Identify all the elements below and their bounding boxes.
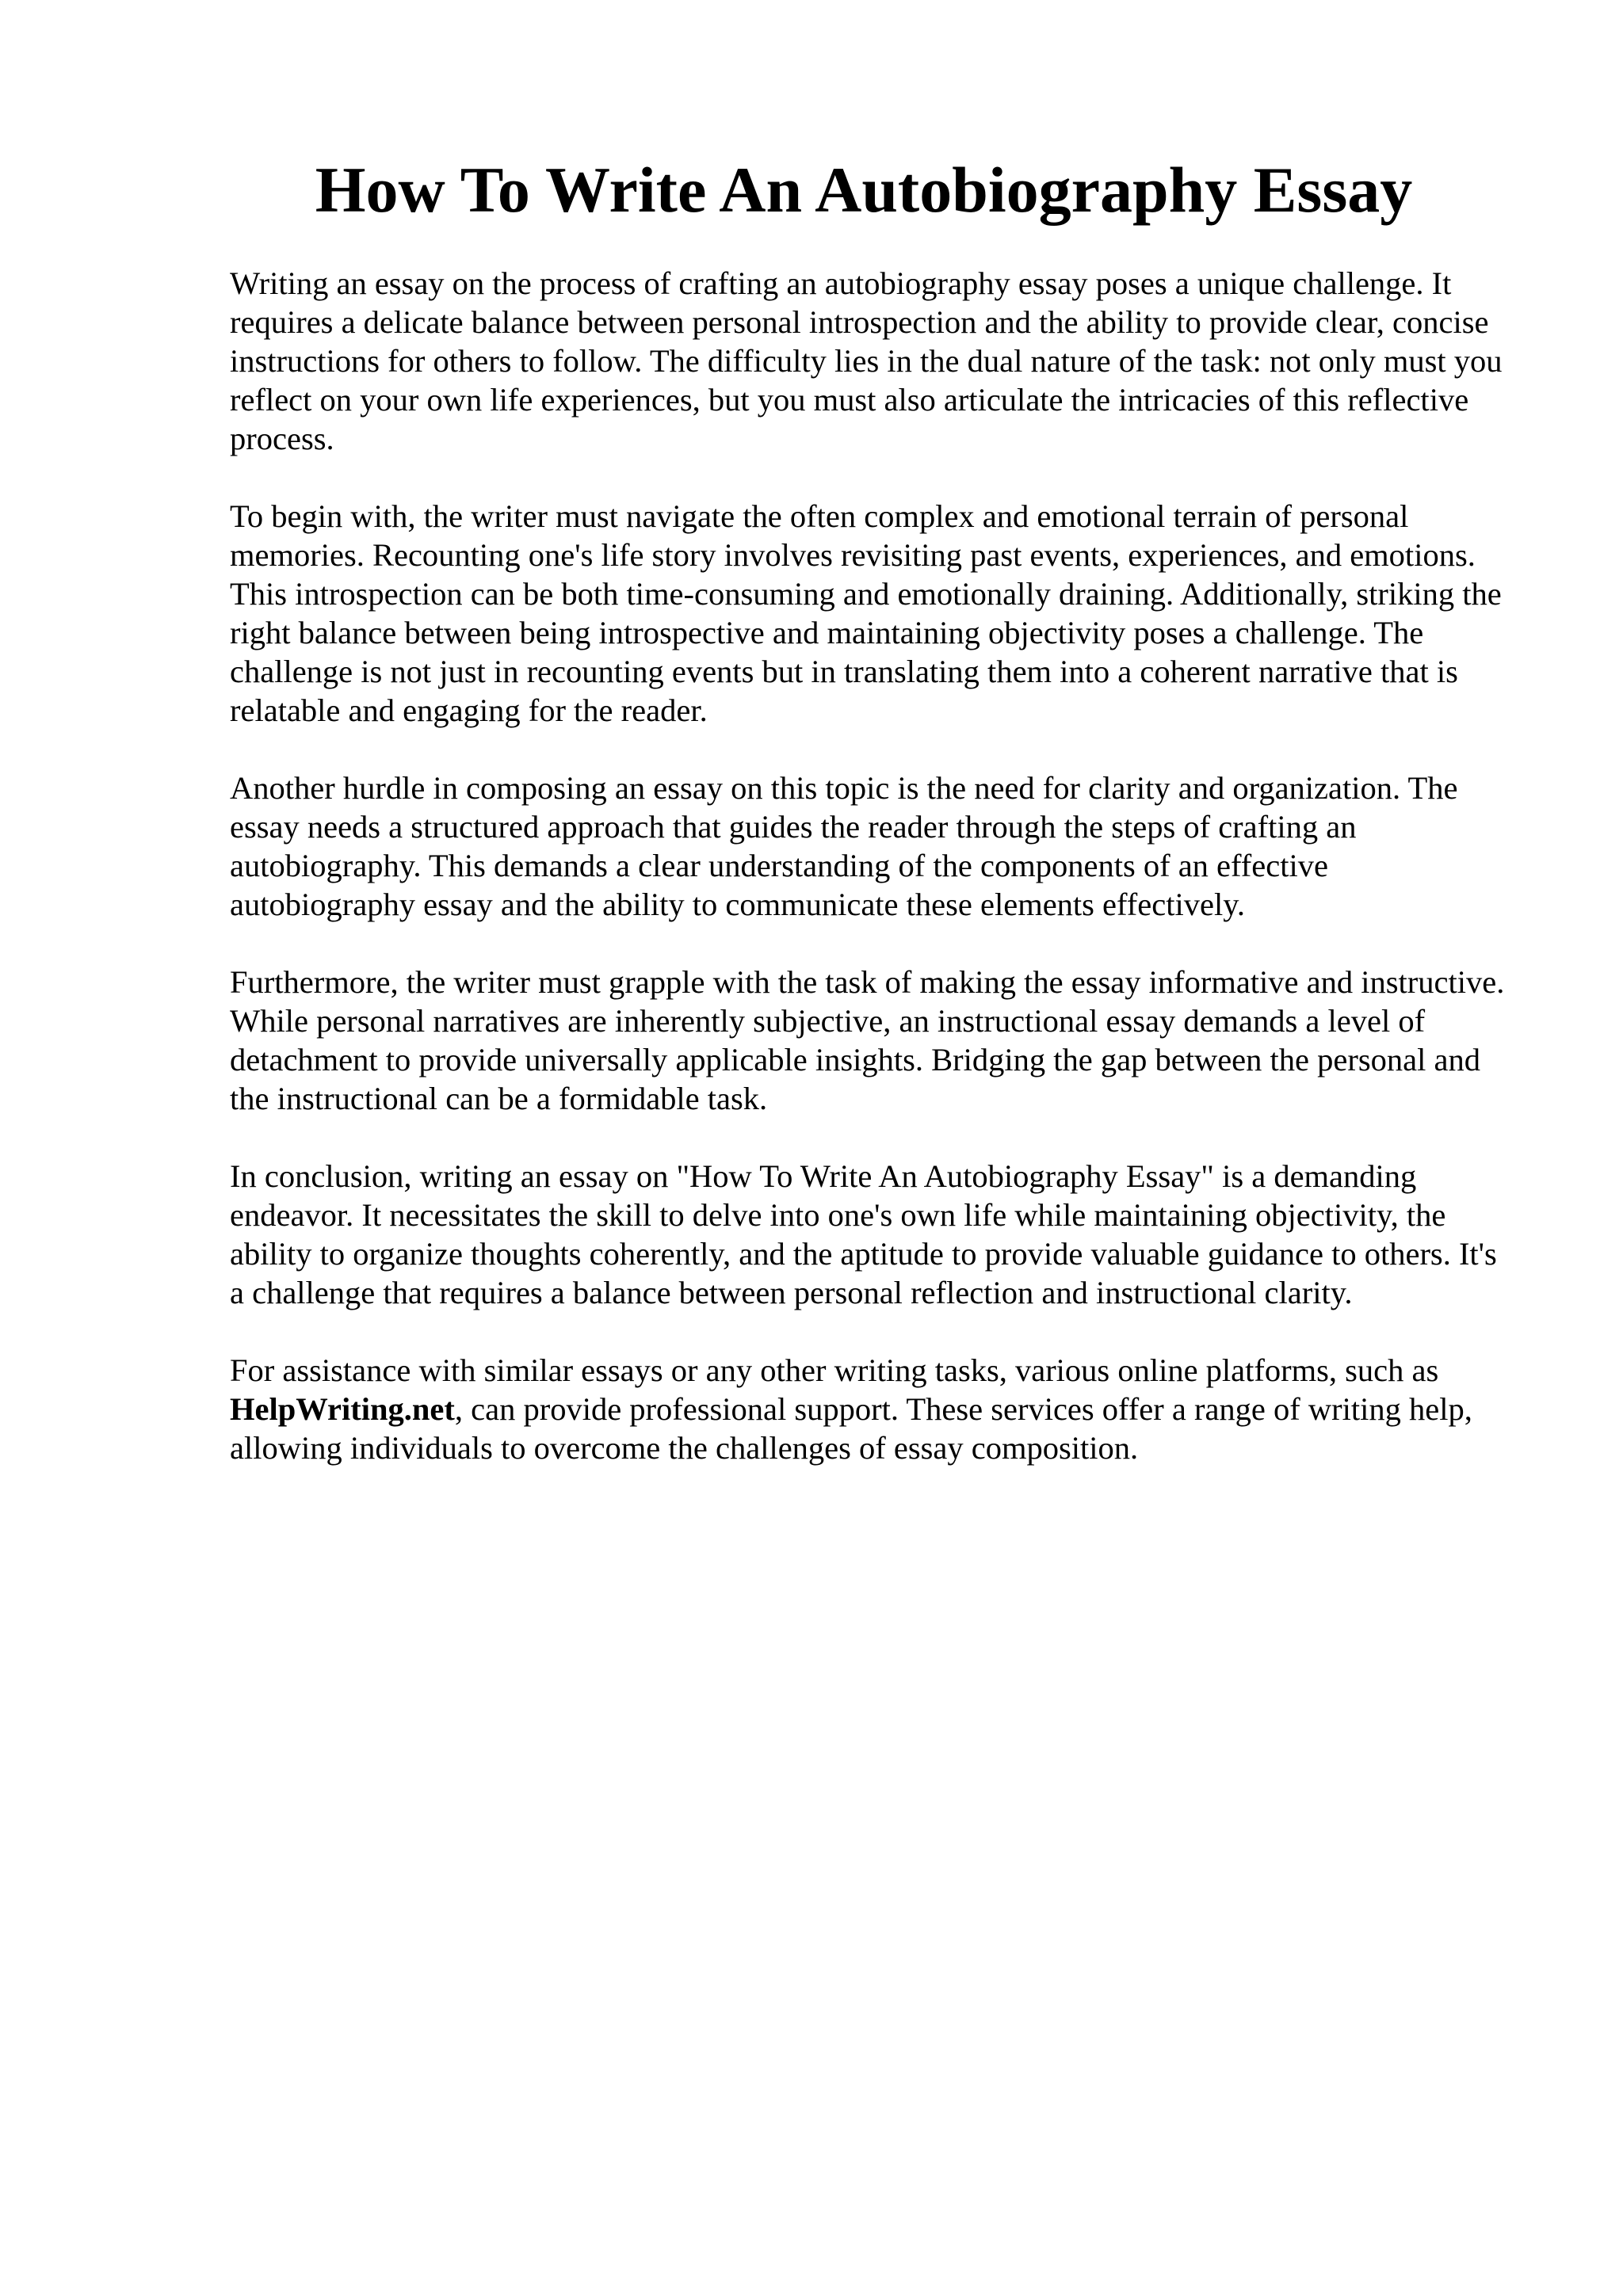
paragraph-conclusion: In conclusion, writing an essay on "How To Write An Autobiography Essay" is a demanding endeavor. It necessitates the skill to delve into one's own life while maintaining objectivity, the ability to organize thoughts coherently, and the aptitude to provide valuable guidance to others. It's a challenge that requires a balance between personal reflection and instructional clarity. (230, 1158, 1497, 1310)
closing-tail-text: , can provide professional support. These services offer a range of writing help, allowing individuals to overcome the challenges of essay composition. (230, 1391, 1472, 1466)
closing-lead-text: For assistance with similar essays or any other writing tasks, various online platforms, such as (230, 1352, 1439, 1388)
helpwriting-link[interactable]: HelpWriting.net (230, 1391, 455, 1427)
paragraph-closing (230, 1351, 1514, 1467)
paragraph-organization: Another hurdle in composing an essay on this topic is the need for clarity and organization. The essay needs a structured approach that guides the reader through the steps of crafting an autobiography. This demands a clear understanding of the components of an effective autobiography essay and the ability to communicate these elements effectively. (230, 770, 1458, 922)
document-body (230, 264, 1514, 1467)
paragraph-intro: Writing an essay on the process of crafting an autobiography essay poses a unique challenge. It requires a delicate balance between personal introspection and the ability to provide clear, concise instructions for others to follow. The difficulty lies in the dual nature of the task: not only must you reflect on your own life experiences, but you must also articulate the intricacies of this reflective process. (230, 265, 1503, 456)
paragraph-memories: To begin with, the writer must navigate the often complex and emotional terrain of personal memories. Recounting one's life story involves revisiting past events, experiences, and emotions. This introspection can be both time-consuming and emotionally draining. Additionally, striking the right balance between being introspective and maintaining objectivity poses a challenge. The challenge is not just in recounting events but in translating them into a coherent narrative that is relatable and engaging for the reader. (230, 498, 1502, 728)
document-title: How To Write An Autobiography Essay (315, 154, 1413, 226)
paragraph-instructive: Furthermore, the writer must grapple with the task of making the essay informative and instructive. While personal narratives are inherently subjective, an instructional essay demands a level of detachment to provide universally applicable insights. Bridging the gap between the personal and the instructional can be a formidable task. (230, 964, 1505, 1116)
